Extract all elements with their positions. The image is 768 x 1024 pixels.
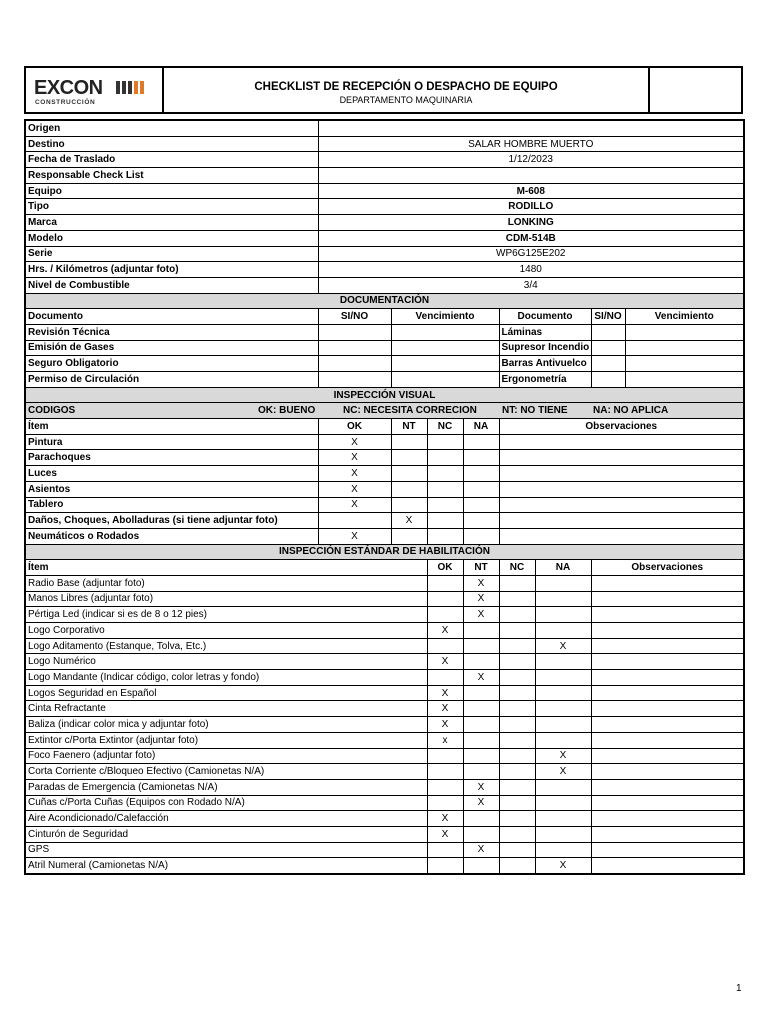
estandar-row [25,685,744,701]
header-title-block [164,68,650,112]
visual-nc-cell[interactable] [427,450,463,466]
general-row [25,277,744,293]
codigo-nc: NC: NECESITA CORRECION [343,405,477,417]
doc-sino-right[interactable] [591,340,625,356]
general-label: Responsable Check List [25,168,318,184]
estandar-observaciones-cell[interactable] [591,748,744,764]
estandar-item: Aire Acondicionado/Calefacción [25,811,427,827]
visual-col-item: Ítem [25,419,318,435]
estandar-col-na: NA [535,560,591,576]
estandar-na-cell[interactable] [535,717,591,733]
visual-columns-row [25,419,744,435]
doc-vencimiento-left[interactable] [391,356,499,372]
visual-nc-cell[interactable] [427,466,463,482]
doc-item-right: Láminas [499,324,591,340]
general-value[interactable]: 3/4 [318,277,744,293]
estandar-na-cell[interactable] [535,575,591,591]
estandar-col-item: Ítem [25,560,427,576]
estandar-observaciones-cell[interactable] [591,654,744,670]
visual-na-cell[interactable] [463,513,499,529]
estandar-observaciones-cell[interactable] [591,811,744,827]
estandar-row [25,732,744,748]
estandar-item: Cuñas c/Porta Cuñas (Equipos con Rodado N/A) [25,795,427,811]
visual-row [25,434,744,450]
estandar-row [25,591,744,607]
estandar-col-observaciones: Observaciones [591,560,744,576]
doc-item-left: Revisión Técnica [25,324,318,340]
codigos-legend [25,403,744,419]
estandar-ok-cell[interactable] [427,764,463,780]
visual-item: Daños, Choques, Abolladuras (si tiene adjuntar foto) [25,513,318,529]
visual-observaciones-cell[interactable] [499,481,744,497]
general-label: Origen [25,120,318,136]
estandar-col-nt: NT [463,560,499,576]
estandar-ok-cell[interactable] [427,779,463,795]
visual-observaciones-cell[interactable] [499,434,744,450]
general-row [25,199,744,215]
estandar-na-cell[interactable] [535,591,591,607]
estandar-col-ok: OK [427,560,463,576]
doc-item-left: Permiso de Circulación [25,372,318,388]
estandar-na-cell[interactable] [535,670,591,686]
codigo-nt: NT: NO TIENE [502,405,568,417]
visual-observaciones-cell[interactable] [499,528,744,544]
general-label: Fecha de Traslado [25,152,318,168]
estandar-observaciones-cell[interactable] [591,732,744,748]
estandar-nc-cell[interactable] [499,685,535,701]
estandar-nt-cell[interactable] [463,701,499,717]
estandar-nc-cell[interactable] [499,717,535,733]
general-label: Destino [25,136,318,152]
estandar-nt-cell[interactable]: X [463,591,499,607]
estandar-ok-cell[interactable] [427,591,463,607]
estandar-observaciones-cell[interactable] [591,842,744,858]
estandar-nc-cell[interactable] [499,591,535,607]
estandar-item: Paradas de Emergencia (Camionetas N/A) [25,779,427,795]
logo-bars-icon [116,81,144,94]
estandar-nt-cell[interactable] [463,858,499,874]
visual-ok-cell[interactable]: X [318,450,391,466]
estandar-na-cell[interactable] [535,685,591,701]
document-header [24,66,743,114]
general-value[interactable] [318,168,744,184]
doc-sino-left[interactable] [318,340,391,356]
estandar-observaciones-cell[interactable] [591,795,744,811]
general-row [25,152,744,168]
estandar-item: Manos Libres (adjuntar foto) [25,591,427,607]
estandar-nt-cell[interactable]: X [463,779,499,795]
visual-observaciones-cell[interactable] [499,450,744,466]
visual-na-cell[interactable] [463,466,499,482]
general-value[interactable]: M-608 [318,183,744,199]
doc-col-sino: SI/NO [318,309,391,325]
visual-col-ok: OK [318,419,391,435]
visual-ok-cell[interactable]: X [318,434,391,450]
estandar-ok-cell[interactable]: x [427,732,463,748]
doc-item-left: Seguro Obligatorio [25,356,318,372]
estandar-observaciones-cell[interactable] [591,717,744,733]
visual-nc-cell[interactable] [427,513,463,529]
doc-col-documento: Documento [25,309,318,325]
estandar-nc-cell[interactable] [499,779,535,795]
visual-nc-cell[interactable] [427,497,463,513]
doc-sino-left[interactable] [318,324,391,340]
estandar-nt-cell[interactable] [463,826,499,842]
estandar-ok-cell[interactable] [427,858,463,874]
visual-observaciones-cell[interactable] [499,497,744,513]
estandar-nc-cell[interactable] [499,748,535,764]
doc-sino-right[interactable] [591,324,625,340]
document-subtitle: DEPARTAMENTO MAQUINARIA [339,95,473,105]
visual-title: INSPECCIÓN VISUAL [25,387,744,403]
estandar-na-cell[interactable] [535,607,591,623]
visual-na-cell[interactable] [463,528,499,544]
estandar-nt-cell[interactable]: X [463,795,499,811]
visual-row [25,528,744,544]
estandar-na-cell[interactable] [535,732,591,748]
estandar-na-cell[interactable]: X [535,858,591,874]
doc-vencimiento-right[interactable] [625,356,744,372]
visual-nt-cell[interactable] [391,528,427,544]
estandar-observaciones-cell[interactable] [591,858,744,874]
doc-col-vencimiento-right: Vencimiento [625,309,744,325]
estandar-row [25,858,744,874]
doc-vencimiento-right[interactable] [625,324,744,340]
codigos-label: CODIGOS [28,405,76,417]
doc-sino-left[interactable] [318,356,391,372]
estandar-na-cell[interactable] [535,811,591,827]
estandar-row [25,779,744,795]
estandar-item: Logo Aditamento (Estanque, Tolva, Etc.) [25,638,427,654]
estandar-nt-cell[interactable] [463,732,499,748]
logo-brand-text: EXCON [34,77,103,99]
estandar-item: Baliza (indicar color mica y adjuntar foto) [25,717,427,733]
estandar-na-cell[interactable] [535,623,591,639]
estandar-nt-cell[interactable] [463,748,499,764]
codigos-row [25,403,744,419]
documentacion-row [25,356,744,372]
estandar-nt-cell[interactable] [463,654,499,670]
doc-sino-left[interactable] [318,372,391,388]
doc-vencimiento-left[interactable] [391,340,499,356]
documentacion-row [25,324,744,340]
visual-na-cell[interactable] [463,434,499,450]
estandar-na-cell[interactable]: X [535,638,591,654]
estandar-nt-cell[interactable] [463,717,499,733]
visual-nc-cell[interactable] [427,434,463,450]
visual-item: Pintura [25,434,318,450]
visual-na-cell[interactable] [463,481,499,497]
estandar-nc-cell[interactable] [499,670,535,686]
estandar-row [25,575,744,591]
visual-na-cell[interactable] [463,497,499,513]
estandar-observaciones-cell[interactable] [591,623,744,639]
general-row [25,230,744,246]
document-title: CHECKLIST DE RECEPCIÓN O DESPACHO DE EQUIPO [254,81,558,93]
general-value[interactable] [318,120,744,136]
codigo-ok: OK: BUENO [258,405,316,417]
general-label: Equipo [25,183,318,199]
estandar-observaciones-cell[interactable] [591,591,744,607]
visual-nt-cell[interactable] [391,466,427,482]
general-row [25,136,744,152]
estandar-item: Logo Corporativo [25,623,427,639]
estandar-nt-cell[interactable]: X [463,575,499,591]
estandar-ok-cell[interactable]: X [427,811,463,827]
estandar-ok-cell[interactable]: X [427,623,463,639]
visual-nt-cell[interactable] [391,450,427,466]
visual-nt-cell[interactable]: X [391,513,427,529]
checklist-table [24,119,745,875]
estandar-observaciones-cell[interactable] [591,685,744,701]
estandar-row [25,623,744,639]
estandar-observaciones-cell[interactable] [591,670,744,686]
estandar-nt-cell[interactable] [463,811,499,827]
general-value[interactable]: WP6G125E202 [318,246,744,262]
visual-item: Tablero [25,497,318,513]
doc-vencimiento-left[interactable] [391,372,499,388]
estandar-row [25,638,744,654]
documentacion-columns-row [25,309,744,325]
estandar-nc-cell[interactable] [499,795,535,811]
estandar-nc-cell[interactable] [499,732,535,748]
doc-item-left: Emisión de Gases [25,340,318,356]
estandar-nc-cell[interactable] [499,575,535,591]
estandar-nc-cell[interactable] [499,607,535,623]
estandar-row [25,654,744,670]
doc-col-documento-right: Documento [499,309,591,325]
visual-row [25,466,744,482]
estandar-row [25,701,744,717]
general-value[interactable]: 1/12/2023 [318,152,744,168]
estandar-observaciones-cell[interactable] [591,826,744,842]
estandar-observaciones-cell[interactable] [591,764,744,780]
estandar-nc-cell[interactable] [499,826,535,842]
documentacion-row [25,372,744,388]
estandar-na-cell[interactable] [535,826,591,842]
logo-subtitle: CONSTRUCCIÓN [35,99,96,106]
estandar-row [25,826,744,842]
general-value[interactable]: 1480 [318,262,744,278]
general-row [25,262,744,278]
estandar-row [25,670,744,686]
estandar-ok-cell[interactable] [427,607,463,623]
estandar-observaciones-cell[interactable] [591,701,744,717]
estandar-observaciones-cell[interactable] [591,575,744,591]
estandar-row [25,811,744,827]
estandar-row [25,607,744,623]
estandar-item: Extintor c/Porta Extintor (adjuntar foto) [25,732,427,748]
doc-item-right: Barras Antivuelco [499,356,591,372]
general-row [25,120,744,136]
estandar-item: Foco Faenero (adjuntar foto) [25,748,427,764]
general-row [25,183,744,199]
estandar-nt-cell[interactable] [463,764,499,780]
estandar-row [25,748,744,764]
visual-item: Parachoques [25,450,318,466]
estandar-nc-cell[interactable] [499,842,535,858]
estandar-nc-cell[interactable] [499,811,535,827]
estandar-nt-cell[interactable]: X [463,670,499,686]
company-logo [26,68,164,112]
doc-col-vencimiento: Vencimiento [391,309,499,325]
doc-item-right: Supresor Incendio [499,340,591,356]
documentacion-header-row [25,293,744,309]
visual-ok-cell[interactable]: X [318,481,391,497]
estandar-ok-cell[interactable] [427,795,463,811]
general-row [25,168,744,184]
visual-observaciones-cell[interactable] [499,513,744,529]
estandar-nc-cell[interactable] [499,701,535,717]
visual-col-nc: NC [427,419,463,435]
visual-row [25,450,744,466]
visual-header-row [25,387,744,403]
doc-item-right: Ergonometría [499,372,591,388]
estandar-item: Corta Corriente c/Bloqueo Efectivo (Camionetas N/A) [25,764,427,780]
estandar-columns-row [25,560,744,576]
page-number: 1 [736,983,742,994]
general-row [25,246,744,262]
general-label: Serie [25,246,318,262]
estandar-na-cell[interactable] [535,842,591,858]
visual-ok-cell[interactable] [318,513,391,529]
estandar-item: Logos Seguridad en Español [25,685,427,701]
estandar-na-cell[interactable] [535,795,591,811]
estandar-na-cell[interactable] [535,701,591,717]
estandar-ok-cell[interactable] [427,748,463,764]
estandar-row [25,717,744,733]
visual-nc-cell[interactable] [427,528,463,544]
estandar-nc-cell[interactable] [499,654,535,670]
visual-row [25,513,744,529]
visual-nt-cell[interactable] [391,434,427,450]
estandar-nt-cell[interactable] [463,685,499,701]
estandar-ok-cell[interactable]: X [427,701,463,717]
doc-sino-right[interactable] [591,356,625,372]
general-row [25,215,744,231]
estandar-row [25,764,744,780]
estandar-item: GPS [25,842,427,858]
estandar-ok-cell[interactable]: X [427,826,463,842]
estandar-na-cell[interactable]: X [535,748,591,764]
documentacion-title: DOCUMENTACIÓN [25,293,744,309]
general-value[interactable]: SALAR HOMBRE MUERTO [318,136,744,152]
doc-vencimiento-left[interactable] [391,324,499,340]
estandar-row [25,795,744,811]
general-value[interactable]: CDM-514B [318,230,744,246]
estandar-na-cell[interactable] [535,779,591,795]
codigo-na: NA: NO APLICA [593,405,669,417]
estandar-nt-cell[interactable] [463,638,499,654]
estandar-ok-cell[interactable]: X [427,654,463,670]
estandar-nc-cell[interactable] [499,764,535,780]
doc-sino-right[interactable] [591,372,625,388]
visual-col-na: NA [463,419,499,435]
documentacion-row [25,340,744,356]
estandar-ok-cell[interactable]: X [427,685,463,701]
visual-nc-cell[interactable] [427,481,463,497]
doc-vencimiento-right[interactable] [625,372,744,388]
general-value[interactable]: RODILLO [318,199,744,215]
estandar-item: Logo Mandante (Indicar código, color letras y fondo) [25,670,427,686]
doc-vencimiento-right[interactable] [625,340,744,356]
visual-nt-cell[interactable] [391,497,427,513]
estandar-item: Atril Numeral (Camionetas N/A) [25,858,427,874]
general-label: Hrs. / Kilómetros (adjuntar foto) [25,262,318,278]
estandar-item: Cinta Refractante [25,701,427,717]
estandar-item: Cinturón de Seguridad [25,826,427,842]
doc-col-sino-right: SI/NO [591,309,625,325]
visual-col-observaciones: Observaciones [499,419,744,435]
visual-col-nt: NT [391,419,427,435]
estandar-observaciones-cell[interactable] [591,638,744,654]
estandar-header-row [25,544,744,560]
estandar-nc-cell[interactable] [499,623,535,639]
estandar-na-cell[interactable]: X [535,764,591,780]
visual-nt-cell[interactable] [391,481,427,497]
general-label: Marca [25,215,318,231]
visual-row [25,481,744,497]
estandar-nt-cell[interactable]: X [463,842,499,858]
estandar-title: INSPECCIÓN ESTÁNDAR DE HABILITACIÓN [25,544,744,560]
visual-item: Luces [25,466,318,482]
visual-na-cell[interactable] [463,450,499,466]
visual-row [25,497,744,513]
estandar-ok-cell[interactable] [427,842,463,858]
visual-ok-cell[interactable]: X [318,528,391,544]
estandar-ok-cell[interactable] [427,670,463,686]
visual-item: Neumáticos o Rodados [25,528,318,544]
estandar-nc-cell[interactable] [499,858,535,874]
estandar-na-cell[interactable] [535,654,591,670]
estandar-item: Radio Base (adjuntar foto) [25,575,427,591]
visual-ok-cell[interactable]: X [318,466,391,482]
general-label: Nivel de Combustible [25,277,318,293]
visual-observaciones-cell[interactable] [499,466,744,482]
estandar-ok-cell[interactable] [427,638,463,654]
estandar-ok-cell[interactable]: X [427,717,463,733]
estandar-nt-cell[interactable]: X [463,607,499,623]
general-value[interactable]: LONKING [318,215,744,231]
general-label: Modelo [25,230,318,246]
estandar-observaciones-cell[interactable] [591,607,744,623]
estandar-observaciones-cell[interactable] [591,779,744,795]
visual-item: Asientos [25,481,318,497]
general-label: Tipo [25,199,318,215]
estandar-item: Pértiga Led (indicar si es de 8 o 12 pies) [25,607,427,623]
estandar-nt-cell[interactable] [463,623,499,639]
estandar-item: Logo Numérico [25,654,427,670]
estandar-row [25,842,744,858]
estandar-nc-cell[interactable] [499,638,535,654]
estandar-ok-cell[interactable] [427,575,463,591]
visual-ok-cell[interactable]: X [318,497,391,513]
estandar-col-nc: NC [499,560,535,576]
